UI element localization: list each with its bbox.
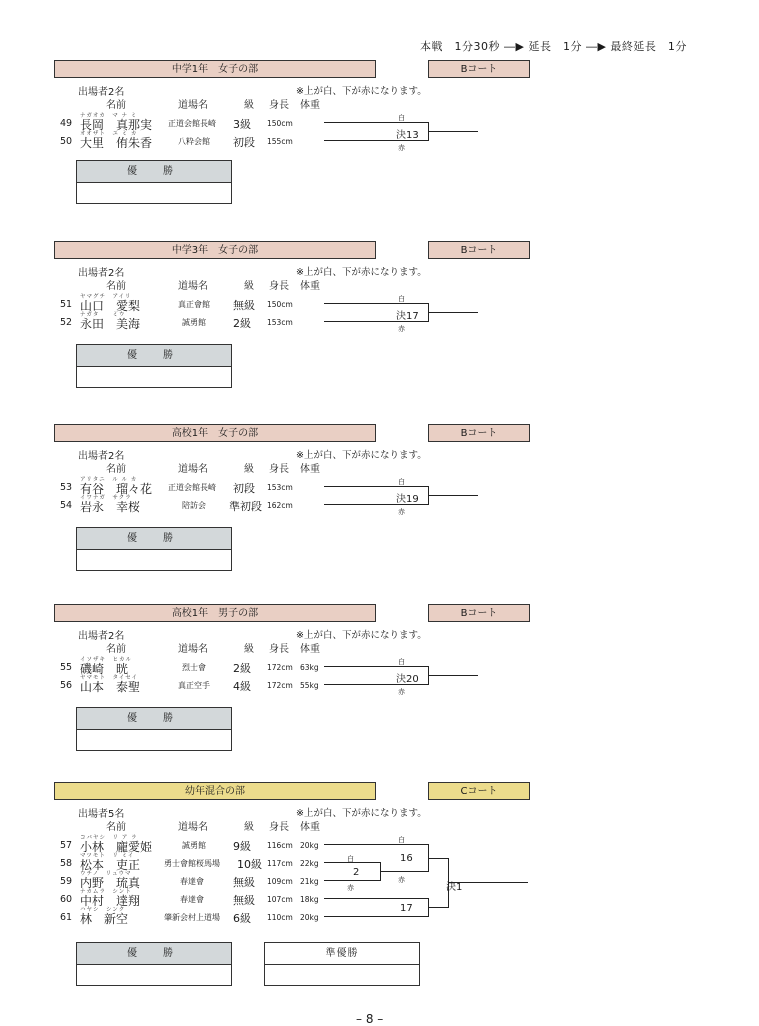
shiro-label: 白 <box>398 836 405 844</box>
header-weight: 体重 <box>300 100 320 111</box>
division-title: 中学3年 女子の部 <box>54 241 376 259</box>
height: 150cm <box>267 300 293 309</box>
bracket-line <box>324 303 428 304</box>
bracket-line <box>324 122 428 123</box>
winner-box <box>76 160 232 204</box>
dojo-name: 春達會 <box>180 895 204 904</box>
page-number: – 8 – <box>356 1012 384 1026</box>
grade: 準初段 <box>229 500 262 513</box>
header-name: 名前 <box>106 281 126 292</box>
name-furigana: マツモト リ ミイ <box>80 853 135 859</box>
dojo-name: 真正會館 <box>178 300 210 309</box>
name-furigana: ナカムラ シント <box>80 889 132 895</box>
aka-label: 赤 <box>398 144 405 152</box>
name-furigana: オオザト ユ ミ カ <box>80 131 138 137</box>
entry-number: 49 <box>60 118 73 129</box>
aka-label: 赤 <box>398 876 405 884</box>
dojo-name: 真正空手 <box>178 681 210 690</box>
height: 172cm <box>267 663 293 672</box>
weight: 21kg <box>300 877 319 886</box>
header-grade: 級 <box>244 464 254 475</box>
header-grade: 級 <box>244 100 254 111</box>
match-number: 16 <box>400 853 413 864</box>
height: 107cm <box>267 895 293 904</box>
entry-number: 55 <box>60 662 73 673</box>
bracket-line <box>380 871 428 872</box>
entry-number: 61 <box>60 912 73 923</box>
participant-count: 出場者2名 <box>78 268 125 279</box>
name-furigana: アリタニ ル ル カ <box>80 477 138 483</box>
dojo-name: 陪訪会 <box>182 501 206 510</box>
bracket-line <box>324 844 428 845</box>
division-title: 高校1年 男子の部 <box>54 604 376 622</box>
entry-number: 56 <box>60 680 73 691</box>
name-furigana: イワナガ サクラ <box>80 495 132 501</box>
participant-name: 山口 愛梨 <box>80 299 141 313</box>
color-note: ※上が白、下が赤になります。 <box>296 630 427 641</box>
header-height: 身長 <box>269 644 289 655</box>
color-note: ※上が白、下が赤になります。 <box>296 450 427 461</box>
division-title: 中学1年 女子の部 <box>54 60 376 78</box>
dojo-name: 勇士會館桜馬場 <box>164 859 220 868</box>
name-furigana: ハヤシ シンク <box>80 907 126 913</box>
participant-row <box>0 676 759 694</box>
header-height: 身長 <box>269 100 289 111</box>
dojo-name: 誠勇館 <box>182 841 206 850</box>
name-furigana: ウチノ リュウマ <box>80 871 132 877</box>
name-furigana: ヤマグチ アイリ <box>80 294 132 300</box>
division-section <box>0 782 759 1002</box>
aka-label: 赤 <box>398 508 405 516</box>
header-grade: 級 <box>244 822 254 833</box>
division-section <box>0 604 759 754</box>
match-number: 決1 <box>446 882 463 893</box>
participant-row <box>0 132 759 150</box>
winner-label: 優 勝 <box>77 345 231 367</box>
participant-row <box>0 908 759 926</box>
grade: 10級 <box>237 858 262 871</box>
winner-label: 優 勝 <box>77 708 231 730</box>
color-note: ※上が白、下が赤になります。 <box>296 267 427 278</box>
name-furigana: イソザキ ヒカル <box>80 657 133 663</box>
header-weight: 体重 <box>300 644 320 655</box>
bracket-line <box>428 675 478 676</box>
dojo-name: 誠勇館 <box>182 318 206 327</box>
dojo-name: 烈士會 <box>182 663 206 672</box>
match-number: 決19 <box>396 494 419 505</box>
header-grade: 級 <box>244 281 254 292</box>
shiro-label: 白 <box>398 478 405 486</box>
participant-name: 磯崎 晄 <box>80 662 129 676</box>
bracket-line <box>428 131 478 132</box>
color-note: ※上が白、下が赤になります。 <box>296 808 427 819</box>
aka-label: 赤 <box>398 325 405 333</box>
runner-up-box <box>264 942 420 986</box>
shiro-label: 白 <box>347 855 354 863</box>
grade: 9級 <box>233 840 251 853</box>
weight: 63kg <box>300 663 319 672</box>
winner-box <box>76 707 232 751</box>
match-number: 決17 <box>396 311 419 322</box>
bracket-line <box>324 666 428 667</box>
name-furigana: コバヤシ リ ア ラ <box>80 835 138 841</box>
bracket-line <box>324 486 428 487</box>
participant-name: 有谷 瑠々花 <box>80 482 153 496</box>
dojo-name: 正道会館長崎 <box>168 119 216 128</box>
entry-number: 52 <box>60 317 73 328</box>
division-title: 高校1年 女子の部 <box>54 424 376 442</box>
grade: 3級 <box>233 118 251 131</box>
match-number: 2 <box>353 867 360 878</box>
entry-number: 54 <box>60 500 73 511</box>
participant-row <box>0 313 759 331</box>
header-weight: 体重 <box>300 822 320 833</box>
winner-label: 優 勝 <box>77 943 231 965</box>
winner-box <box>76 942 232 986</box>
weight: 18kg <box>300 895 319 904</box>
participant-row <box>0 496 759 514</box>
height: 117cm <box>267 859 293 868</box>
match-time-rules: 本戦 1分30秒 ―▶ 延長 1分 ―▶ 最終延長 1分 <box>420 40 687 53</box>
header-dojo: 道場名 <box>178 281 208 292</box>
grade: 無級 <box>233 299 255 312</box>
shiro-label: 白 <box>398 658 405 666</box>
match-number: 決20 <box>396 674 419 685</box>
grade: 6級 <box>233 912 251 925</box>
entry-number: 50 <box>60 136 73 147</box>
name-furigana: ナガタ ミウ <box>80 312 126 318</box>
header-dojo: 道場名 <box>178 100 208 111</box>
winner-box <box>76 344 232 388</box>
color-note: ※上が白、下が赤になります。 <box>296 86 427 97</box>
participant-name: 小林 龐愛姫 <box>80 840 153 854</box>
grade: 2級 <box>233 317 251 330</box>
header-dojo: 道場名 <box>178 822 208 833</box>
weight: 20kg <box>300 913 319 922</box>
dojo-name: 八粋会館 <box>178 137 210 146</box>
header-weight: 体重 <box>300 281 320 292</box>
division-section <box>0 241 759 391</box>
grade: 初段 <box>233 482 255 495</box>
winner-label: 優 勝 <box>77 161 231 183</box>
bracket-line <box>324 880 380 881</box>
height: 153cm <box>267 318 293 327</box>
header-height: 身長 <box>269 822 289 833</box>
name-furigana: ナガオカ マ ナ ミ <box>80 113 138 119</box>
header-height: 身長 <box>269 281 289 292</box>
dojo-name: 正道会館長崎 <box>168 483 216 492</box>
entry-number: 58 <box>60 858 73 869</box>
header-name: 名前 <box>106 464 126 475</box>
court-label: Bコート <box>428 424 530 442</box>
entry-number: 60 <box>60 894 73 905</box>
header-name: 名前 <box>106 822 126 833</box>
bracket-line <box>428 858 448 859</box>
header-dojo: 道場名 <box>178 464 208 475</box>
grade: 2級 <box>233 662 251 675</box>
aka-label: 赤 <box>398 688 405 696</box>
grade: 初段 <box>233 136 255 149</box>
header-name: 名前 <box>106 100 126 111</box>
header-height: 身長 <box>269 464 289 475</box>
height: 150cm <box>267 119 293 128</box>
name-furigana: ヤマモト タイセイ <box>80 675 139 681</box>
bracket-line <box>324 898 428 899</box>
header-name: 名前 <box>106 644 126 655</box>
shiro-label: 白 <box>398 114 405 122</box>
match-number: 決13 <box>396 130 419 141</box>
participant-name: 永田 美海 <box>80 317 141 331</box>
bracket-line <box>428 907 448 908</box>
height: 162cm <box>267 501 293 510</box>
height: 116cm <box>267 841 293 850</box>
participant-count: 出場者2名 <box>78 87 125 98</box>
entry-number: 51 <box>60 299 73 310</box>
grade: 無級 <box>233 876 255 889</box>
participant-count: 出場者5名 <box>78 809 125 820</box>
participant-name: 林 新空 <box>80 912 129 926</box>
court-label: Bコート <box>428 241 530 259</box>
participant-name: 中村 達翔 <box>80 894 141 908</box>
participant-name: 内野 琉真 <box>80 876 141 890</box>
participant-name: 長岡 真那実 <box>80 118 153 132</box>
winner-label: 優 勝 <box>77 528 231 550</box>
height: 153cm <box>267 483 293 492</box>
header-dojo: 道場名 <box>178 644 208 655</box>
runner-up-label: 準優勝 <box>265 943 419 965</box>
height: 110cm <box>267 913 293 922</box>
bracket-line <box>428 495 478 496</box>
height: 172cm <box>267 681 293 690</box>
entry-number: 57 <box>60 840 73 851</box>
weight: 20kg <box>300 841 319 850</box>
participant-name: 岩永 幸桜 <box>80 500 141 514</box>
participant-count: 出場者2名 <box>78 451 125 462</box>
division-section <box>0 60 759 210</box>
bracket-line <box>428 312 478 313</box>
participant-name: 山本 泰聖 <box>80 680 141 694</box>
dojo-name: 春達會 <box>180 877 204 886</box>
participant-name: 大里 侑朱香 <box>80 136 153 150</box>
grade: 4級 <box>233 680 251 693</box>
height: 109cm <box>267 877 293 886</box>
dojo-name: 肇新会村上道場 <box>164 913 220 922</box>
division-title: 幼年混合の部 <box>54 782 376 800</box>
court-label: Cコート <box>428 782 530 800</box>
entry-number: 59 <box>60 876 73 887</box>
weight: 55kg <box>300 681 319 690</box>
grade: 無級 <box>233 894 255 907</box>
header-weight: 体重 <box>300 464 320 475</box>
participant-name: 松本 吏正 <box>80 858 141 872</box>
height: 155cm <box>267 137 293 146</box>
weight: 22kg <box>300 859 319 868</box>
court-label: Bコート <box>428 604 530 622</box>
aka-label: 赤 <box>347 884 354 892</box>
shiro-label: 白 <box>398 295 405 303</box>
court-label: Bコート <box>428 60 530 78</box>
header-grade: 級 <box>244 644 254 655</box>
participant-count: 出場者2名 <box>78 631 125 642</box>
entry-number: 53 <box>60 482 73 493</box>
bracket-line <box>324 916 428 917</box>
match-number: 17 <box>400 903 413 914</box>
division-section <box>0 424 759 574</box>
winner-box <box>76 527 232 571</box>
